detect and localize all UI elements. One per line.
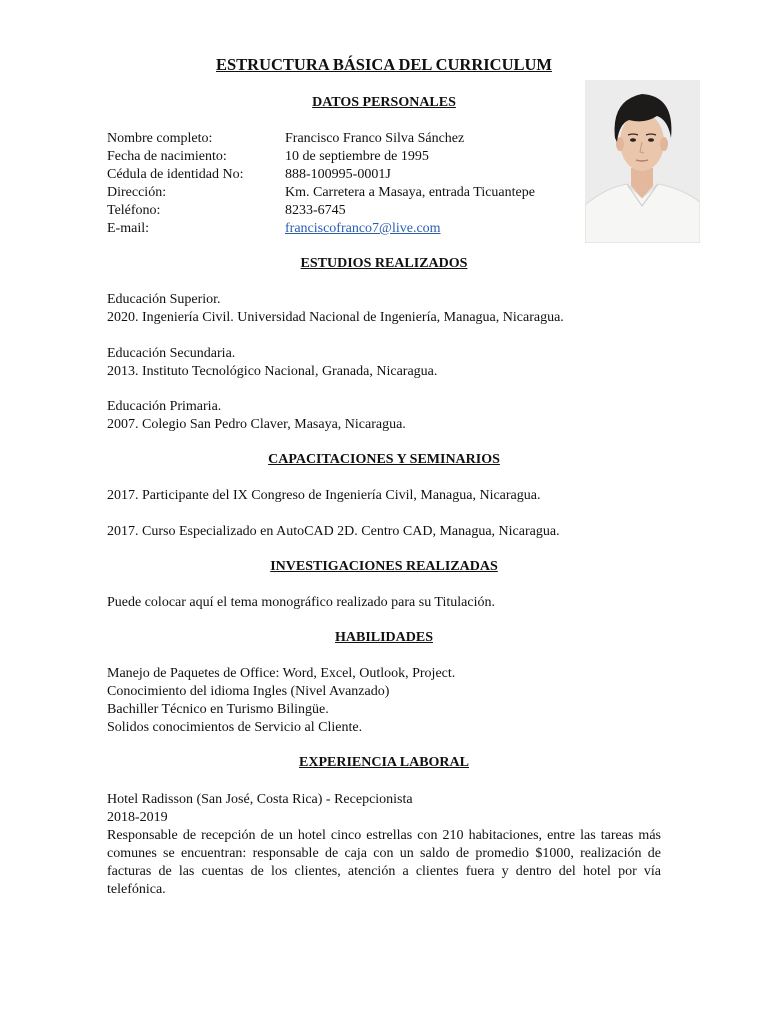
name-value: Francisco Franco Silva Sánchez: [285, 131, 465, 146]
email-link[interactable]: franciscofranco7@live.com: [285, 221, 441, 236]
personal-row-birthdate: [107, 148, 587, 166]
experience-position: Hotel Radisson (San José, Costa Rica) - Recepcionista: [107, 792, 413, 807]
studies-secondary-detail: 2013. Instituto Tecnológico Nacional, Granada, Nicaragua.: [107, 364, 438, 379]
experience-description: Responsable de recepción de un hotel cinco estrellas con 210 habitaciones, entre las tareas más comunes se encuentran: responsable de caja con un saldo de promedio $1000, realización de facturas de las cuentas de los clientes, atención a clientes fuera y dentro del hotel por vía telefónica.: [107, 828, 661, 897]
profile-photo-image: [585, 80, 700, 243]
training-heading: CAPACITACIONES Y SEMINARIOS: [268, 452, 500, 467]
id-label: Cédula de identidad No:: [107, 167, 244, 182]
studies-higher: [107, 291, 661, 327]
birthdate-value: 10 de septiembre de 1995: [285, 149, 429, 164]
studies-primary-detail: 2007. Colegio San Pedro Claver, Masaya, Nicaragua.: [107, 417, 406, 432]
studies-primary: [107, 398, 661, 434]
skills-list: [107, 665, 661, 737]
skills-heading: HABILIDADES: [334, 630, 434, 645]
studies-secondary: [107, 345, 661, 381]
personal-row-address: [107, 184, 587, 202]
training-item-congress: 2017. Participante del IX Congreso de Ingeniería Civil, Managua, Nicaragua.: [107, 488, 541, 503]
cv-page: [107, 0, 661, 1024]
skill-item: Solidos conocimientos de Servicio al Cliente.: [107, 720, 363, 735]
experience-heading: EXPERIENCIA LABORAL: [299, 755, 469, 770]
studies-secondary-level: Educación Secundaria.: [107, 346, 236, 361]
id-value: 888-100995-0001J: [285, 167, 391, 182]
training-item-autocad: 2017. Curso Especializado en AutoCAD 2D. Centro CAD, Managua, Nicaragua.: [107, 524, 560, 539]
personal-row-name: [107, 130, 587, 148]
studies-higher-level: Educación Superior.: [107, 292, 221, 307]
personal-row-phone: [107, 202, 587, 220]
research-text: Puede colocar aquí el tema monográfico realizado para su Titulación.: [107, 595, 495, 610]
name-label: Nombre completo:: [107, 131, 213, 146]
skill-item: Conocimiento del idioma Ingles (Nivel Avanzado): [107, 684, 390, 699]
research-heading: INVESTIGACIONES REALIZADAS: [270, 559, 498, 574]
experience-entry: [107, 791, 661, 899]
address-label: Dirección:: [107, 185, 167, 200]
email-label: E-mail:: [107, 221, 149, 236]
personal-row-email: [107, 220, 587, 238]
phone-label: Teléfono:: [107, 203, 161, 218]
skill-item: Manejo de Paquetes de Office: Word, Excel, Outlook, Project.: [107, 666, 456, 681]
document-title: ESTRUCTURA BÁSICA DEL CURRICULUM: [215, 55, 553, 74]
personal-row-id: [107, 166, 587, 184]
skill-item: Bachiller Técnico en Turismo Bilingüe.: [107, 702, 329, 717]
studies-primary-level: Educación Primaria.: [107, 399, 222, 414]
personal-data-heading: DATOS PERSONALES: [312, 95, 456, 110]
profile-photo: [585, 80, 700, 243]
birthdate-label: Fecha de nacimiento:: [107, 149, 227, 164]
studies-higher-detail: 2020. Ingeniería Civil. Universidad Nacional de Ingeniería, Managua, Nicaragua.: [107, 310, 564, 325]
experience-period: 2018-2019: [107, 810, 168, 825]
address-value: Km. Carretera a Masaya, entrada Ticuantepe: [285, 185, 535, 200]
phone-value: 8233-6745: [285, 203, 346, 218]
personal-data-table: [107, 130, 587, 238]
studies-heading: ESTUDIOS REALIZADOS: [300, 256, 468, 271]
